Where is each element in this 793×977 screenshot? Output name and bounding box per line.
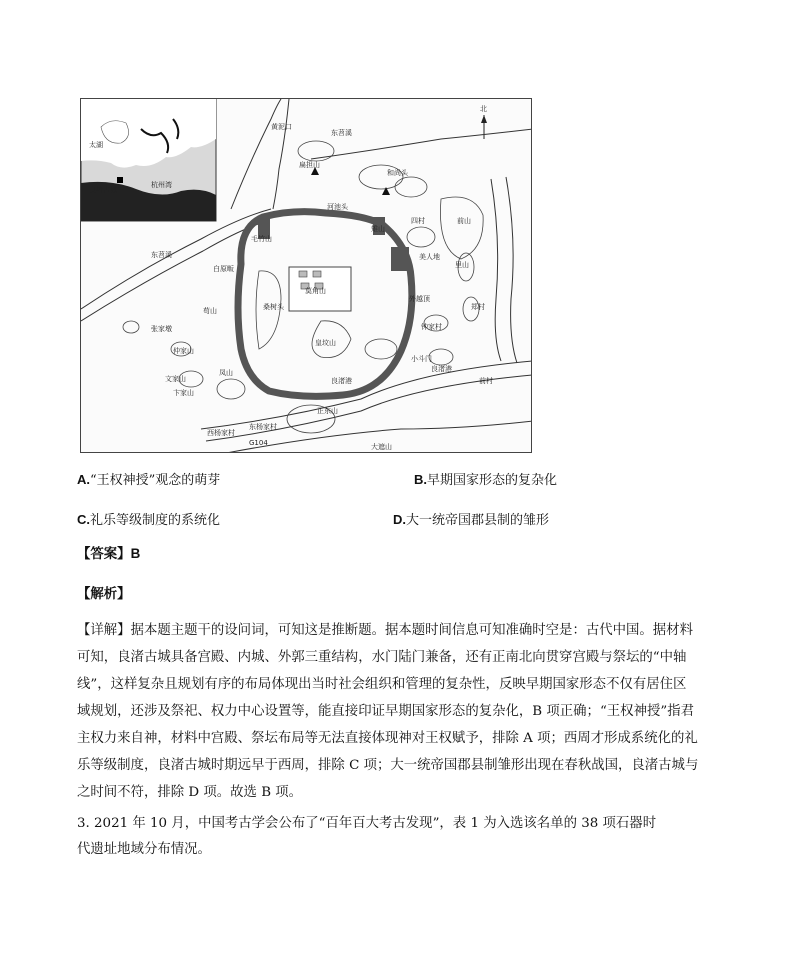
label-huangnikou: 黄泥口 — [271, 123, 292, 131]
option-b-text: 早期国家形态的复杂化 — [427, 473, 558, 488]
label-hancun: 前村 — [479, 377, 493, 385]
option-b-key: B. — [414, 472, 427, 487]
inset-label-liangzhu: 良渚古城 — [89, 186, 117, 194]
label-sangtaicun: 桑树头 — [263, 303, 284, 311]
label-xiamen: 小斗门 — [411, 355, 432, 363]
label-waizhuding: 外越顶 — [409, 295, 430, 303]
label-zhengcun: 郑村 — [471, 303, 485, 311]
label-dongtiaoxi-top: 东苕溪 — [331, 129, 352, 137]
answer-value: B — [130, 546, 141, 561]
label-bianshan: 卞家山 — [173, 389, 194, 397]
label-xibeijiacun: 西杨家村 — [207, 429, 235, 437]
label-liyuan: 里山 — [455, 261, 469, 269]
question-3-line-1: 3. 2021 年 10 月，中国考古学会公布了“百年百大考古发现”，表 1 为入选该名单的 38 项石器时 — [77, 816, 657, 831]
label-heshanfan: 毛竹山 — [251, 235, 272, 243]
label-liangzhugang: 良渚港 — [331, 377, 352, 385]
option-c[interactable] — [77, 509, 220, 528]
question-3-line-2: 代遗址地域分布情况。 — [77, 842, 211, 857]
detail-paragraph — [77, 617, 725, 806]
detail-line-1: 【详解】据本题主题干的设问词，可知这是推断题。据本题时间信息可知准确时空是：古代中国。据材料 — [77, 623, 693, 638]
label-liangzhugang-2: 良渚港 — [431, 365, 452, 373]
answer-line — [77, 543, 140, 562]
option-c-text: 礼乐等级制度的系统化 — [90, 513, 221, 528]
label-jishan: 前山 — [457, 217, 471, 225]
inset-label-hangzhouwan: 杭州湾 — [151, 181, 172, 189]
analysis-label: 【解析】 — [77, 586, 131, 602]
detail-line-5: 主权力来自神，材料中宫殿、祭坛布局等无法直接体现神对王权赋予，排除 A 项；西周才形成系统化的礼 — [77, 731, 698, 746]
detail-line-4: 域规划，还涉及祭祀、权力中心设置等，能直接印证早期国家形态的复杂化，B 项正确；“王权神授”指君 — [77, 704, 694, 719]
label-meirendi: 美人地 — [419, 253, 440, 261]
label-huanggushan: 皇坟山 — [315, 339, 336, 347]
detail-line-7: 之时间不符，排除 D 项。故选 B 项。 — [77, 785, 303, 800]
option-d-key: D. — [393, 512, 406, 527]
option-b[interactable] — [414, 469, 557, 488]
north-arrow-icon — [480, 104, 487, 139]
label-hechitou: 河池头 — [327, 203, 348, 211]
label-zhongjiacun: 钟家村 — [421, 323, 442, 331]
inset-map — [81, 99, 216, 221]
option-a-key: A. — [77, 472, 90, 487]
answer-label: 【答案】 — [77, 546, 131, 562]
option-c-key: C. — [77, 512, 90, 527]
label-wenjiashan: 文家山 — [165, 375, 186, 383]
label-fengshan: 凤山 — [219, 369, 233, 377]
detail-line-3: 线”，这样复杂且规划有序的布局体现出当时社会组织和管理的复杂性，反映早期国家形态不仅有居住区 — [77, 677, 687, 692]
label-baiyuanxiang: 白原畈 — [213, 265, 234, 273]
label-sicun: 四村 — [411, 217, 425, 225]
label-mojiaoshan: 莫角山 — [305, 287, 326, 295]
north-label: 北 — [480, 105, 487, 113]
option-d[interactable] — [393, 509, 549, 528]
label-gouxiandai: 苟山 — [203, 307, 217, 315]
label-dazheshan: 大遮山 — [371, 443, 392, 451]
inset-label-taihu: 太湖 — [89, 141, 103, 149]
label-g104: G104 — [249, 439, 268, 447]
map-drawing — [81, 99, 532, 453]
option-d-text: 大一统帝国郡县制的雏形 — [406, 513, 550, 528]
label-zhongjiashan: 仲家山 — [173, 347, 194, 355]
label-zhangjiadou: 张家墩 — [151, 325, 172, 333]
label-dongyangjiacun: 东杨家村 — [249, 423, 277, 431]
detail-line-6: 乐等级制度，良渚古城时期远早于西周，排除 C 项；大一统帝国郡县制雏形出现在春秋战国，良渚古城与 — [77, 758, 699, 773]
option-a[interactable] — [77, 469, 220, 488]
label-chishan: 雉山 — [371, 225, 385, 233]
label-heshantou: 和尚头 — [387, 169, 408, 177]
liangzhu-city-map — [80, 98, 532, 453]
label-dongtiaoxi-left: 东苕溪 — [151, 251, 172, 259]
option-a-text: “王权神授”观念的萌芽 — [90, 473, 221, 488]
label-chengmen: 正东山 — [317, 407, 338, 415]
detail-line-2: 可知，良渚古城具备宫殿、内城、外郭三重结构，水门陆门兼备，还有正南北向贯穿宫殿与祭坛的“中轴 — [77, 650, 687, 665]
label-bianjiashan: 扁担山 — [299, 161, 320, 169]
